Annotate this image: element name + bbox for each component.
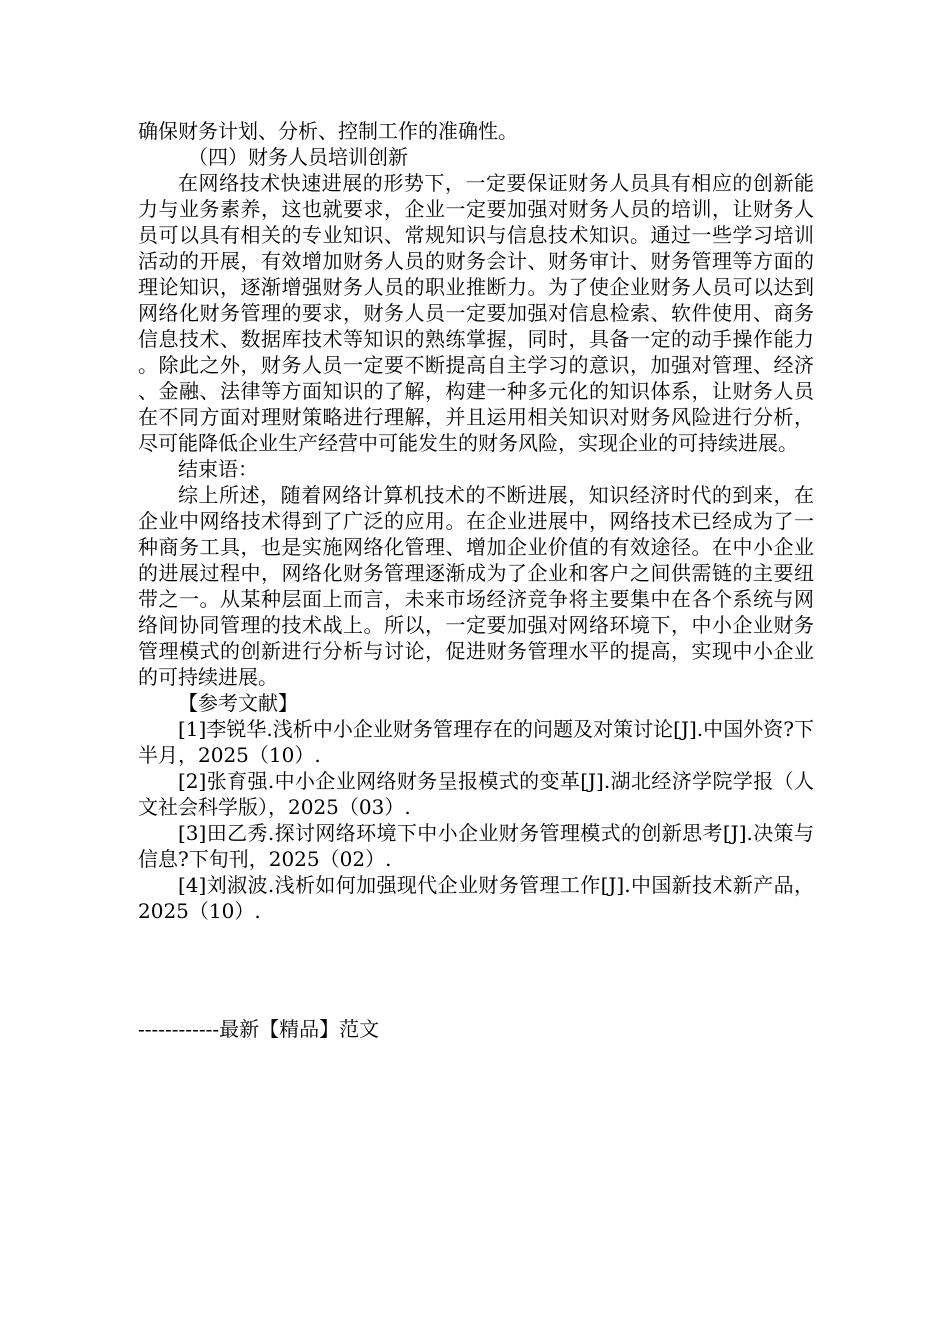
paragraph-training: 在网络技术快速进展的形势下，一定要保证财务人员具有相应的创新能力与业务素养，这也就要求，企业一定要加强对财务人员的培训，让财务人员可以具有相关的专业知识、常规知识与信息技术知识。通过一些学习培训活动的开展，有效增加财务人员的财务会计、财务审计、财务管理等方面的理论知识，逐渐增强财务人员的职业推断力。为了使企业财务人员可以达到网络化财务管理的要求，财务人员一定要加强对信息检索、软件使用、商务信息技术、数据库技术等知识的熟练掌握，同时，具备一定的动手操作能力。除此之外，财务人员一定要不断提高自主学习的意识，加强对管理、经济、金融、法律等方面知识的了解，构建一种多元化的知识体系，让财务人员在不同方面对理财策略进行理解，并且运用相关知识对财务风险进行分析，尽可能降低企业生产经营中可能发生的财务风险，实现企业的可持续进展。 [138, 171, 814, 455]
reference-item: [3]田乙秀.探讨网络环境下中小企业财务管理模式的创新思考[J].决策与信息?下旬刊，2025（02）. [138, 821, 814, 871]
document-body [138, 118, 814, 924]
paragraph-conclusion: 综上所述，随着网络计算机技术的不断进展，知识经济时代的到来，在企业中网络技术得到了广泛的应用。在企业进展中，网络技术已经成为了一种商务工具，也是实施网络化管理、增加企业价值的有效途径。在中小企业的进展过程中，网络化财务管理逐渐成为了企业和客户之间供需链的主要纽带之一。从某种层面上而言，未来市场经济竞争将主要集中在各个系统与网络间协同管理的技术战上。所以，一定要加强对网络环境下，中小企业财务管理模式的创新进行分析与讨论，促进财务管理水平的提高，实现中小企业的可持续进展。 [138, 483, 814, 689]
references-heading: 【参考文献】 [178, 691, 298, 715]
paragraph-continuation: 确保财务计划、分析、控制工作的准确性。 [138, 119, 518, 143]
section-heading: （四）财务人员培训创新 [188, 145, 408, 169]
reference-item: [2]张育强.中小企业网络财务呈报模式的变革[J].湖北经济学院学报（人文社会科学版），2025（03）. [138, 769, 814, 819]
page-footer: ------------最新【精品】范文 [138, 1017, 380, 1041]
conclusion-heading: 结束语： [178, 457, 258, 481]
reference-item: [4]刘淑波.浅析如何加强现代企业财务管理工作[J].中国新技术新产品，2025（10）. [138, 873, 814, 923]
reference-item: [1]李锐华.浅析中小企业财务管理存在的问题及对策讨论[J].中国外资?下半月，2025（10）. [138, 717, 814, 767]
